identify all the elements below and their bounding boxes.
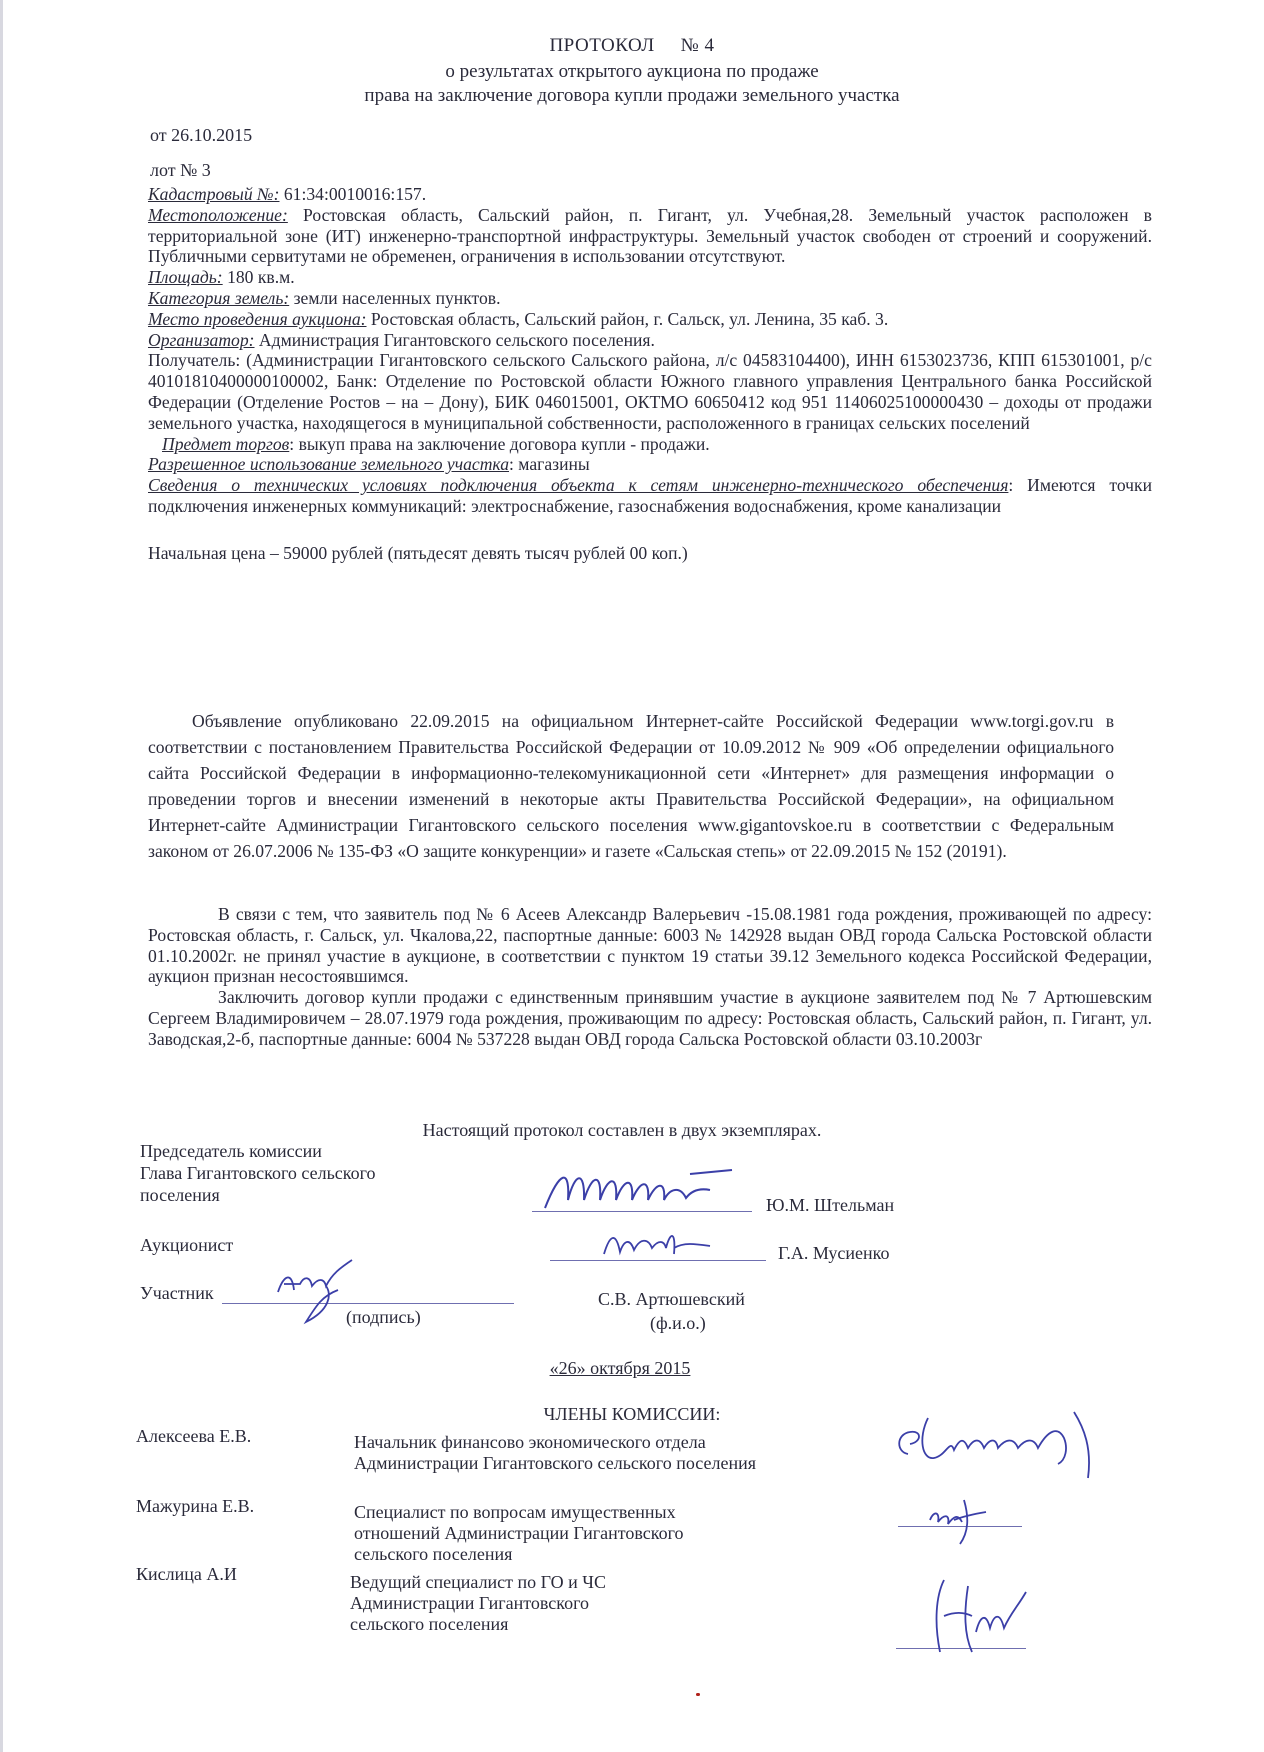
- title-text: ПРОТОКОЛ: [549, 35, 655, 56]
- participant-sign-caption: (подпись): [346, 1307, 421, 1327]
- member-role-line: Администрации Гигантовского сельского поселения: [354, 1453, 756, 1473]
- lot-details: [148, 184, 1152, 564]
- participant-name-caption: (ф.и.о.): [650, 1313, 706, 1333]
- member-name: Мажурина Е.В.: [136, 1496, 255, 1516]
- field-value: : выкуп права на заключение договора купли - продажи.: [289, 433, 710, 454]
- protocol-date: от 26.10.2015: [150, 125, 253, 145]
- chair-signature: [540, 1160, 750, 1215]
- field-value: Администрация Гигантовского сельского поселения.: [254, 329, 655, 350]
- field-location: [148, 205, 1152, 267]
- field-label: Местоположение:: [148, 204, 288, 225]
- member-name: Алексеева Е.В.: [136, 1426, 252, 1446]
- copies-note: Настоящий протокол составлен в двух экземплярах.: [422, 1120, 822, 1140]
- subtitle-line-1: о результатах открытого аукциона по продаже: [445, 61, 819, 82]
- member-role-line: Начальник финансово экономического отдела: [354, 1432, 706, 1452]
- member-role-line: Ведущий специалист по ГО и ЧС: [350, 1572, 606, 1592]
- field-value: : магазины: [509, 454, 590, 475]
- member-name: Кислица А.И: [136, 1564, 237, 1584]
- member-signature-kislitsa: [920, 1572, 1040, 1662]
- field-permitted-use: [148, 454, 1152, 475]
- scan-edge: [0, 0, 3, 1752]
- field-value: земли населенных пунктов.: [289, 287, 501, 308]
- member-role: [350, 1572, 606, 1635]
- announcement-text: Объявление опубликовано 22.09.2015 на официальном Интернет-сайте Российской Федерации www.torgi.gov.ru в соответствии с постановлением Правительства Российской Федерации от 10.09.2012 № 909 «Об определении официального сайта Российской Федерации в информационно-телекомуникационной сети «Интернет» для размещения информации о проведении торгов и внесении изменений в некоторые акты Правительства Российской Федерации», на официальном Интернет-сайте Администрации Гигантовского сельского поселения www.gigantovskoe.ru в соответствии с Федеральным законом от 26.07.2006 № 135-ФЗ «О защите конкуренции» и газете «Сальская степь» от 22.09.2015 № 152 (20191).: [148, 711, 1114, 861]
- field-value: 61:34:0010016:157.: [279, 184, 427, 204]
- field-area: [148, 267, 1152, 288]
- auctioneer-name: Г.А. Мусиенко: [778, 1243, 890, 1263]
- protocol-title: [0, 34, 1264, 57]
- participant-name: С.В. Артюшевский: [598, 1289, 745, 1309]
- field-label: Площадь:: [148, 267, 223, 288]
- member-signature-mazhurina: [924, 1490, 1004, 1550]
- decision-text: Заключить договор купли продажи с единственным принявшим участие в аукционе заявителем под № 7 Артюшевским Сергеем Владимировичем – 28.07.1979 года рождения, проживающим по адресу: Ростовская область, Сальский район, п. Гигант, ул. Заводская,2-б, паспортные данные: 6004 № 537228 выдан ОВД города Сальска Ростовской области 03.10.2003г: [148, 987, 1152, 1049]
- field-land-category: [148, 288, 1152, 309]
- reason-text: В связи с тем, что заявитель под № 6 Асеев Александр Валерьевич -15.08.1981 года рождения, проживающей по адресу: Ростовская область, г. Сальск, ул. Чкалова,22, паспортные данные: 6003 № 142928 выдан ОВД города Сальска Ростовской области 01.10.2002г. не принял участие в аукционе, в соответствии с пунктом 19 статьи 39.12 Земельного кодекса Российской Федерации, аукцион признан несостоявшимся.: [148, 904, 1152, 987]
- field-subject: [148, 434, 1152, 455]
- chair-title-line: Глава Гигантовского сельского: [140, 1163, 376, 1183]
- field-label: Категория земель:: [148, 287, 290, 308]
- members-title: ЧЛЕНЫ КОМИССИИ:: [543, 1404, 721, 1424]
- chair-title-line: поселения: [140, 1185, 220, 1205]
- chair-title-line: Председатель комиссии: [140, 1141, 322, 1161]
- field-value: Ростовская область, Сальский район, г. Сальск, ул. Ленина, 35 каб. 3.: [366, 308, 889, 329]
- decision-block: [148, 904, 1152, 1050]
- field-tech-conditions: [148, 475, 1152, 517]
- field-auction-venue: [148, 309, 1152, 330]
- member-role-line: Специалист по вопросам имущественных: [354, 1502, 676, 1522]
- member-role-line: сельского поселения: [354, 1544, 513, 1564]
- member-role: [354, 1432, 756, 1474]
- member-role: [354, 1502, 684, 1565]
- field-value: 180 кв.м.: [222, 267, 295, 288]
- field-organizer: [148, 330, 1152, 351]
- field-label: Сведения о технических условиях подключения объекта к сетям инженерно-технического обеспечения: [148, 475, 1009, 496]
- auctioneer-signature: [600, 1226, 740, 1262]
- sign-date: [0, 1358, 1252, 1379]
- field-label: Предмет торгов: [162, 433, 290, 454]
- recipient-details: Получатель: (Администрации Гигантовского сельского Сальского района, л/с 04583104400), ИНН 6153023736, КПП 615301001, р/с 40101810400000100002, Банк: Отделение по Ростовской области Южного главного управления Центрального банка Российской Федерации (Отделение Ростов – на – Дону), БИК 046015001, ОКТМО 60650412 код 951 11406025100000430 – доходы от продажи земельного участка, находящегося в муниципальной собственности, расположенного в границах сельских поселений: [148, 350, 1152, 433]
- field-label: Место проведения аукциона:: [148, 308, 367, 329]
- auctioneer-label: Аукционист: [140, 1235, 234, 1255]
- member-signature-alekseeva: [888, 1408, 1148, 1488]
- sign-date-text: «26» октября 2015: [549, 1358, 691, 1378]
- announcement-block: [148, 708, 1114, 864]
- start-price: Начальная цена – 59000 рублей (пятьдесят девять тысяч рублей 00 коп.): [148, 542, 688, 563]
- member-role-line: сельского поселения: [350, 1614, 509, 1634]
- lot-number: лот № 3: [150, 160, 211, 180]
- field-label: Организатор:: [148, 329, 255, 350]
- participant-label: Участник: [140, 1283, 214, 1303]
- member-role-line: Администрации Гигантовского: [350, 1593, 590, 1613]
- chair-name: Ю.М. Штельман: [766, 1195, 895, 1215]
- field-cadastral: [148, 184, 1152, 205]
- member-role-line: отношений Администрации Гигантовского: [354, 1523, 684, 1543]
- field-label: Разрешенное использование земельного участка: [148, 454, 510, 475]
- protocol-number: № 4: [680, 35, 715, 56]
- subtitle-line-2: права на заключение договора купли продажи земельного участка: [364, 85, 900, 106]
- field-value: Ростовская область, Сальский район, п. Гигант, ул. Учебная,28. Земельный участок расположен в территориальной зоне (ИТ) инженерно-транспортной инфраструктуры. Земельный участок свободен от строений и сооружений. Публичными сервитутами не обременен, ограничения в использовании отсутствуют.: [148, 204, 1152, 267]
- chair-title: [140, 1140, 376, 1206]
- stamp-dot: [696, 1693, 700, 1696]
- field-value: : Имеются точки подключения инженерных коммуникаций: электроснабжение, газоснабжения водоснабжения, кроме канализации: [148, 475, 1152, 516]
- field-label: Кадастровый №:: [148, 184, 280, 204]
